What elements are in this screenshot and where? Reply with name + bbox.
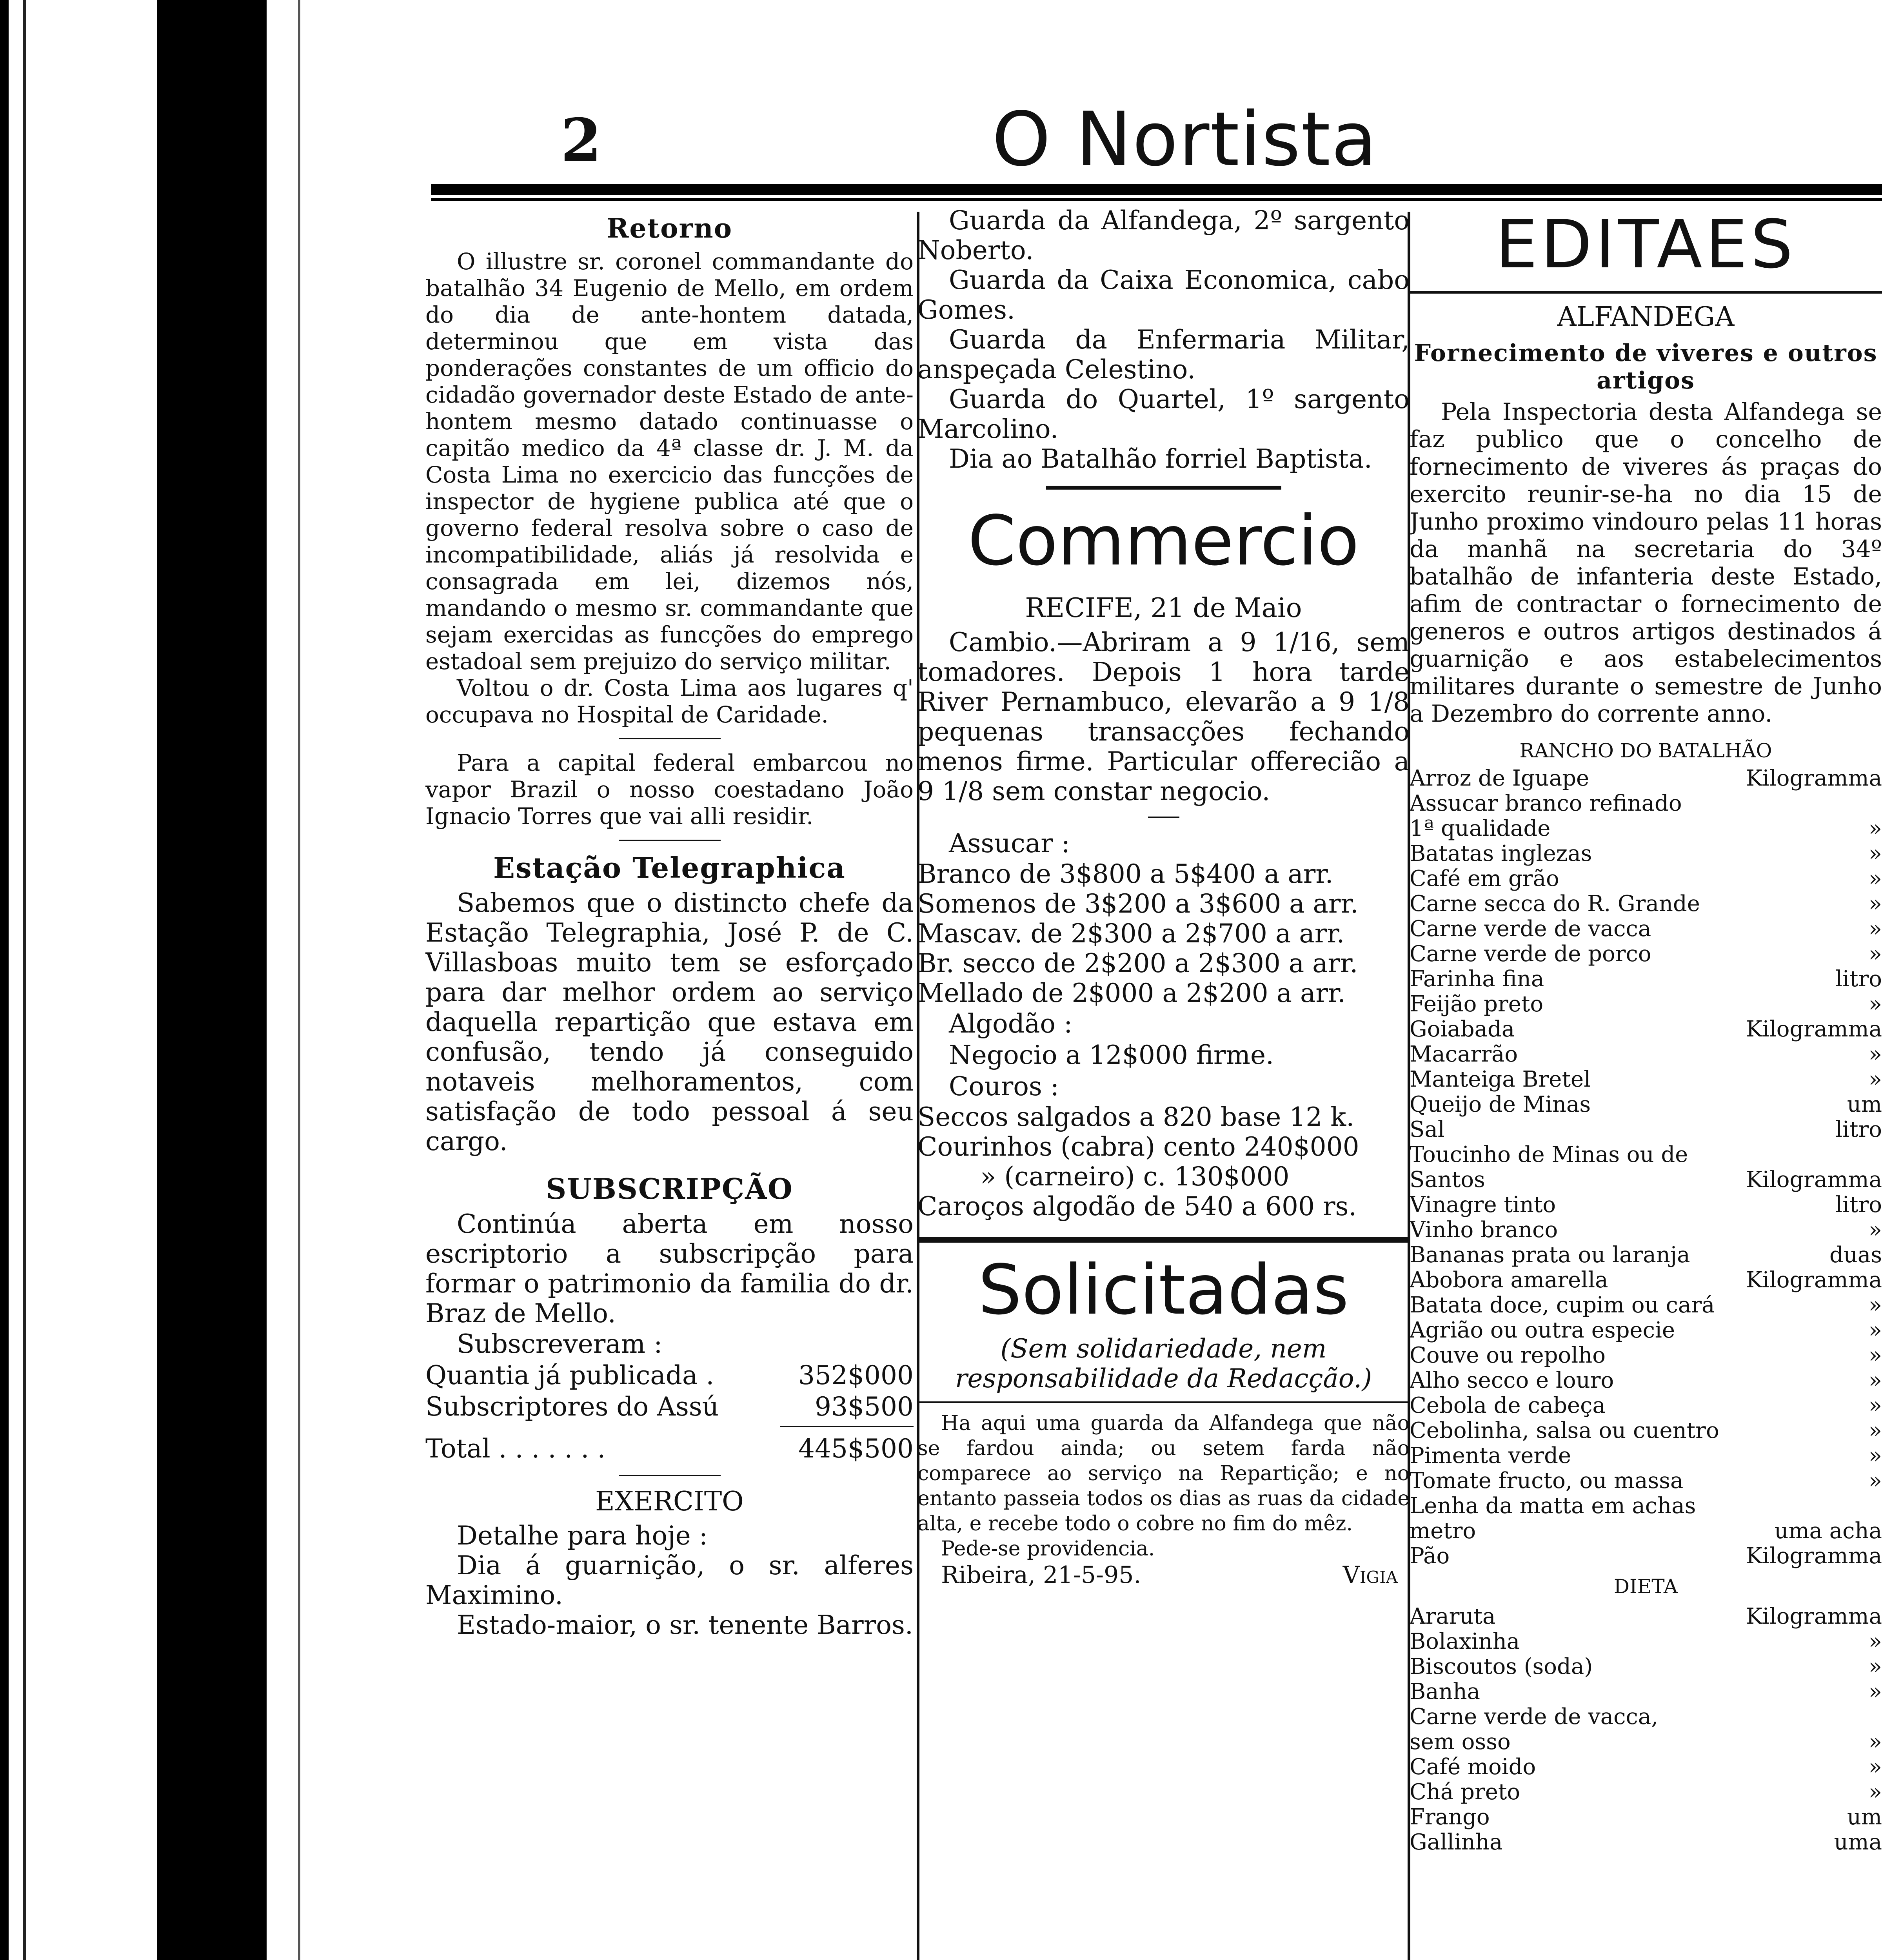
assucar-price: Somenos de 3$200 a 3$600 a arr. <box>917 889 1359 919</box>
subscripcao-row <box>425 1391 914 1423</box>
assucar-label: Assucar : <box>949 828 1070 858</box>
editaes-title: EDITAES <box>1495 206 1796 283</box>
solicitadas-body: Ha aqui uma guarda da Alfandega que não se fardou ainda; ou setem farda não comparece ao serviço na Repartição; e no entanto passeia todos os dias as ruas da cidade alta, e recebe todo o cobre no fim do mêz. <box>917 1412 1410 1535</box>
assucar-price: Br. secco de 2$200 a 2$300 a arr. <box>917 948 1358 978</box>
exercito-detalhe: Detalhe para hoje : <box>457 1521 708 1551</box>
binding-shadow <box>157 0 267 1960</box>
provision-unit: » <box>1868 1754 1882 1780</box>
solicitadas-disclaimer: (Sem solidariedade, nem responsabilidade da Redacção.) <box>955 1334 1372 1394</box>
provision-item: sem osso <box>1410 1729 1511 1755</box>
provision-item: Pimenta verde <box>1410 1443 1571 1468</box>
provision-item: Cebolinha, salsa ou cuentro <box>1410 1418 1719 1443</box>
provision-row <box>1410 1805 1882 1830</box>
separator <box>1148 817 1179 818</box>
provision-row <box>1410 1654 1882 1679</box>
provision-row <box>1410 1604 1882 1629</box>
subscreveram-label: Subscreveram : <box>457 1329 663 1359</box>
estacao-body: Sabemos que o distincto chefe da Estação Telegraphia, José P. de C. Villasboas muito tem se esforçado para dar melhor ordem ao serviço daquella repartição que estava em confusão, tendo já conseguido notaveis melhoramentos, com satisfação de todo pessoal á seu cargo. <box>425 888 914 1156</box>
separator <box>619 738 721 739</box>
row-label: Quantia já publicada . <box>425 1360 714 1390</box>
provision-item: Carne verde de porco <box>1410 941 1651 967</box>
separator <box>619 1475 721 1476</box>
provision-unit: Kilogramma <box>1746 766 1882 791</box>
masthead-rule-thin <box>431 198 1882 201</box>
provision-unit: » <box>1868 1679 1882 1704</box>
provision-item: Macarrão <box>1410 1042 1518 1067</box>
provision-row <box>1410 1704 1882 1730</box>
provision-item: Batata doce, cupim ou cará <box>1410 1292 1715 1318</box>
couros-price: Seccos salgados a 820 base 12 k. <box>917 1102 1355 1132</box>
provision-row <box>1410 1293 1882 1318</box>
exercito-heading: EXERCITO <box>595 1486 744 1517</box>
provision-unit: Kilogramma <box>1746 1543 1882 1569</box>
provision-item: Bananas prata ou laranja <box>1410 1242 1690 1268</box>
provision-unit: Kilogramma <box>1746 1267 1882 1293</box>
provision-unit: litro <box>1835 1117 1882 1142</box>
provision-row <box>1410 1468 1882 1494</box>
provision-item: Queijo de Minas <box>1410 1092 1591 1117</box>
provision-item: Bolaxinha <box>1410 1629 1520 1654</box>
provision-item: Toucinho de Minas ou de <box>1410 1142 1688 1167</box>
guarda-item: Guarda da Enfermaria Militar, anspeçada Celestino. <box>917 325 1410 385</box>
provision-row <box>1410 1519 1882 1544</box>
provision-item: Vinagre tinto <box>1410 1192 1556 1218</box>
provision-row <box>1410 942 1882 967</box>
provision-unit: » <box>1868 1368 1882 1393</box>
provision-row <box>1410 1117 1882 1142</box>
provision-row <box>1410 1418 1882 1443</box>
separator <box>1046 486 1281 490</box>
provision-unit: Kilogramma <box>1746 1167 1882 1192</box>
column-center <box>917 206 1410 1960</box>
provision-unit: » <box>1868 1292 1882 1318</box>
provision-unit: » <box>1868 1468 1882 1494</box>
provision-row <box>1410 866 1882 891</box>
provision-item: Carne verde de vacca, <box>1410 1704 1659 1730</box>
subscripcao-body: Continúa aberta em nosso escriptorio a subscripção para formar o patrimonio da familia do dr. Braz de Mello. <box>425 1209 914 1328</box>
scan-edge-line <box>23 0 26 1960</box>
commercio-dateline: RECIFE, 21 de Maio <box>1025 593 1302 624</box>
algodao-label: Algodão : <box>949 1009 1073 1039</box>
provision-item: Santos <box>1410 1167 1485 1192</box>
provision-item: 1ª qualidade <box>1410 816 1551 841</box>
provision-item: Vinho branco <box>1410 1217 1558 1243</box>
solicitadas-signature <box>917 1561 1410 1589</box>
provision-unit: duas <box>1829 1242 1882 1268</box>
provision-row <box>1410 891 1882 916</box>
provision-unit: » <box>1868 866 1882 891</box>
provision-row <box>1410 1017 1882 1042</box>
provision-row <box>1410 992 1882 1017</box>
provision-item: Farinha fina <box>1410 966 1544 992</box>
separator <box>619 840 721 841</box>
assucar-price: Branco de 3$800 a 5$400 a arr. <box>917 859 1333 889</box>
scan-edge-bar <box>0 0 9 1960</box>
provision-item: Assucar branco refinado <box>1410 791 1682 816</box>
couros-price: Courinhos (cabra) cento 240$000 <box>917 1132 1359 1162</box>
subscripcao-heading: SUBSCRIPÇÃO <box>546 1172 793 1205</box>
page-number: 2 <box>561 106 602 175</box>
provision-item: Couve ou repolho <box>1410 1343 1606 1368</box>
provision-item: Café moido <box>1410 1754 1536 1780</box>
provision-unit: litro <box>1835 1192 1882 1218</box>
provision-unit: » <box>1868 1779 1882 1805</box>
assucar-price: Mascav. de 2$300 a 2$700 a arr. <box>917 918 1345 949</box>
binding-line <box>298 0 300 1960</box>
provision-unit: » <box>1868 1393 1882 1418</box>
row-label: Subscriptores do Assú <box>425 1392 719 1422</box>
provision-item: Chá preto <box>1410 1779 1520 1805</box>
provision-item: Gallinha <box>1410 1829 1503 1855</box>
provision-row <box>1410 816 1882 841</box>
couros-price: » (carneiro) c. 130$000 <box>980 1161 1290 1192</box>
provision-item: Alho secco e louro <box>1410 1368 1614 1393</box>
provision-unit: Kilogramma <box>1746 1604 1882 1629</box>
estacao-heading: Estação Telegraphica <box>493 851 846 884</box>
couros-price: Caroços algodão de 540 a 600 rs. <box>917 1191 1357 1221</box>
provision-row <box>1410 1268 1882 1293</box>
provision-row <box>1410 1243 1882 1268</box>
embarque-note: Para a capital federal embarcou no vapor Brazil o nosso coestadano João Ignacio Torres que vai alli residir. <box>425 750 914 829</box>
signature-place-date: Ribeira, 21-5-95. <box>941 1561 1141 1589</box>
retorno-body-2: Voltou o dr. Costa Lima aos lugares q' occupava no Hospital de Caridade. <box>425 675 914 728</box>
assucar-price: Mellado de 2$000 a 2$200 a arr. <box>917 978 1346 1008</box>
subscripcao-row <box>425 1360 914 1391</box>
provision-unit: » <box>1868 1629 1882 1654</box>
alfandega-heading: ALFANDEGA <box>1557 301 1735 332</box>
rancho-heading: RANCHO DO BATALHÃO <box>1519 739 1772 762</box>
section-rule <box>917 1237 1410 1243</box>
provision-item: Arroz de Iguape <box>1410 766 1590 791</box>
provision-unit: » <box>1868 1067 1882 1092</box>
guarda-item: Guarda do Quartel, 1º sargento Marcolino. <box>917 384 1410 444</box>
provision-row <box>1410 1192 1882 1218</box>
fornecimento-subhead: Fornecimento de viveres e outros artigos <box>1414 339 1878 394</box>
provision-row <box>1410 1443 1882 1468</box>
provision-unit: » <box>1868 1418 1882 1443</box>
provision-row <box>1410 1142 1882 1167</box>
solicitadas-title: Solicitadas <box>978 1250 1349 1330</box>
provision-item: Carne verde de vacca <box>1410 916 1651 942</box>
provision-item: Abobora amarella <box>1410 1267 1608 1293</box>
provision-unit: » <box>1868 1318 1882 1343</box>
provision-item: Feijão preto <box>1410 991 1544 1017</box>
provision-row <box>1410 1755 1882 1780</box>
provision-row <box>1410 791 1882 816</box>
provision-unit: » <box>1868 1042 1882 1067</box>
exercito-guarnicao: Dia á guarnição, o sr. alferes Maximino. <box>425 1550 914 1610</box>
provision-unit: » <box>1868 891 1882 916</box>
editaes-body: Pela Inspectoria desta Alfandega se faz publico que o concelho de fornecimento de viveres ás praças do exercito reunir-se-ha no dia 15 de Junho proximo vindouro pelas 11 horas da manhã na secretaria do 34º batalhão de infanteria deste Estado, afim de contractar o fornecimento de generos e outros artigos destinados á guarnição e aos estabelecimentos militares durante o semestre de Junho a Dezembro do corrente anno. <box>1410 398 1882 728</box>
provision-row <box>1410 1042 1882 1067</box>
provision-item: Goiabada <box>1410 1016 1515 1042</box>
provision-item: Manteiga Bretel <box>1410 1067 1591 1092</box>
provision-item: Frango <box>1410 1804 1490 1830</box>
column-right <box>1410 206 1882 1960</box>
provision-unit: » <box>1868 816 1882 841</box>
provision-row <box>1410 967 1882 992</box>
provision-row <box>1410 841 1882 866</box>
provision-unit: » <box>1868 991 1882 1017</box>
provision-unit: » <box>1868 841 1882 866</box>
provision-item: Tomate fructo, ou massa <box>1410 1468 1684 1494</box>
provision-item: Agrião ou outra especie <box>1410 1318 1675 1343</box>
column-left <box>425 206 914 1960</box>
sum-rule <box>780 1426 914 1427</box>
provision-item: Cebola de cabeça <box>1410 1393 1606 1418</box>
provision-unit: Kilogramma <box>1746 1016 1882 1042</box>
provision-row <box>1410 1218 1882 1243</box>
provision-row <box>1410 1544 1882 1569</box>
provision-unit: » <box>1868 1729 1882 1755</box>
provision-unit: » <box>1868 1443 1882 1468</box>
provision-row <box>1410 1368 1882 1393</box>
guarda-item: Guarda da Caixa Economica, cabo Gomes. <box>917 265 1410 325</box>
total-value: 445$500 <box>798 1434 914 1464</box>
section-rule <box>1410 291 1882 294</box>
dieta-list <box>1410 1604 1882 1855</box>
provision-row <box>1410 766 1882 791</box>
provision-unit: » <box>1868 1343 1882 1368</box>
masthead-rule <box>431 184 1882 195</box>
provision-unit: uma acha <box>1774 1518 1882 1544</box>
provision-item: Pão <box>1410 1543 1450 1569</box>
provision-item: Araruta <box>1410 1604 1496 1629</box>
signature-name: Vigia <box>1342 1561 1398 1589</box>
provision-item: Carne secca do R. Grande <box>1410 891 1700 916</box>
provision-unit: uma <box>1834 1829 1882 1855</box>
provision-unit: um <box>1847 1804 1882 1830</box>
provision-row <box>1410 1167 1882 1192</box>
provision-row <box>1410 916 1882 942</box>
provision-unit: litro <box>1835 966 1882 992</box>
rancho-list <box>1410 766 1882 1569</box>
retorno-heading: Retorno <box>606 213 733 244</box>
provision-item: Sal <box>1410 1117 1445 1142</box>
provision-row <box>1410 1830 1882 1855</box>
provision-unit: » <box>1868 1217 1882 1243</box>
provision-item: Batatas inglezas <box>1410 841 1592 866</box>
guarda-item: Dia ao Batalhão forriel Baptista. <box>949 444 1372 474</box>
provision-item: Biscoutos (soda) <box>1410 1654 1593 1679</box>
retorno-body: O illustre sr. coronel commandante do batalhão 34 Eugenio de Mello, em ordem do dia de ante-hontem datada, determinou que em vista das ponderações constantes de um officio do cidadão governador deste Estado de ante-hontem mesmo datado continuasse o capitão medico da 4ª classe dr. J. M. da Costa Lima no exercicio das funcções de inspector de hygiene publica até que o governo federal resolva sobre o caso de incompatibilidade, aliás já resolvida e consagrada em lei, dizemos nós, mandando o mesmo sr. commandante que sejam exercidas as funcções do emprego estadoal sem prejuizo do serviço militar. <box>425 248 914 675</box>
algodao-price: Negocio a 12$000 firme. <box>949 1040 1274 1070</box>
provision-row <box>1410 1318 1882 1343</box>
cambio-report: Cambio.—Abriram a 9 1/16, sem tomadores. Depois 1 hora tarde River Pernambuco, elevarão a 9 1/8 pequenas transacções fechando menos firme. Particular offerecião a 9 1/8 sem constar negocio. <box>917 627 1410 806</box>
provision-row <box>1410 1780 1882 1805</box>
provision-row <box>1410 1067 1882 1092</box>
provision-item: Café em grão <box>1410 866 1559 891</box>
provision-item: metro <box>1410 1518 1476 1544</box>
provision-row <box>1410 1343 1882 1368</box>
provision-item: Banha <box>1410 1679 1481 1704</box>
provision-item: Lenha da matta em achas <box>1410 1493 1696 1519</box>
provision-unit: um <box>1847 1092 1882 1117</box>
provision-unit: » <box>1868 1654 1882 1679</box>
row-value: 352$000 <box>798 1360 914 1390</box>
provision-unit: » <box>1868 916 1882 942</box>
newspaper-title: O Nortista <box>992 96 1378 183</box>
provision-row <box>1410 1629 1882 1654</box>
provision-row <box>1410 1393 1882 1418</box>
exercito-estado-maior: Estado-maior, o sr. tenente Barros. <box>457 1610 913 1640</box>
guarda-item: Guarda da Alfandega, 2º sargento Noberto. <box>917 206 1410 265</box>
dieta-heading: DIETA <box>1613 1575 1678 1598</box>
section-rule-thin <box>917 1401 1410 1403</box>
provision-row <box>1410 1679 1882 1704</box>
commercio-title: Commercio <box>968 501 1359 581</box>
total-label: Total . . . . . . . <box>425 1434 606 1464</box>
couros-label: Couros : <box>949 1071 1059 1102</box>
solicitadas-request: Pede-se providencia. <box>941 1537 1155 1561</box>
provision-row <box>1410 1092 1882 1117</box>
provision-unit: » <box>1868 941 1882 967</box>
provision-row <box>1410 1730 1882 1755</box>
provision-row <box>1410 1494 1882 1519</box>
subscripcao-total <box>425 1433 914 1465</box>
row-value: 93$500 <box>815 1392 914 1422</box>
